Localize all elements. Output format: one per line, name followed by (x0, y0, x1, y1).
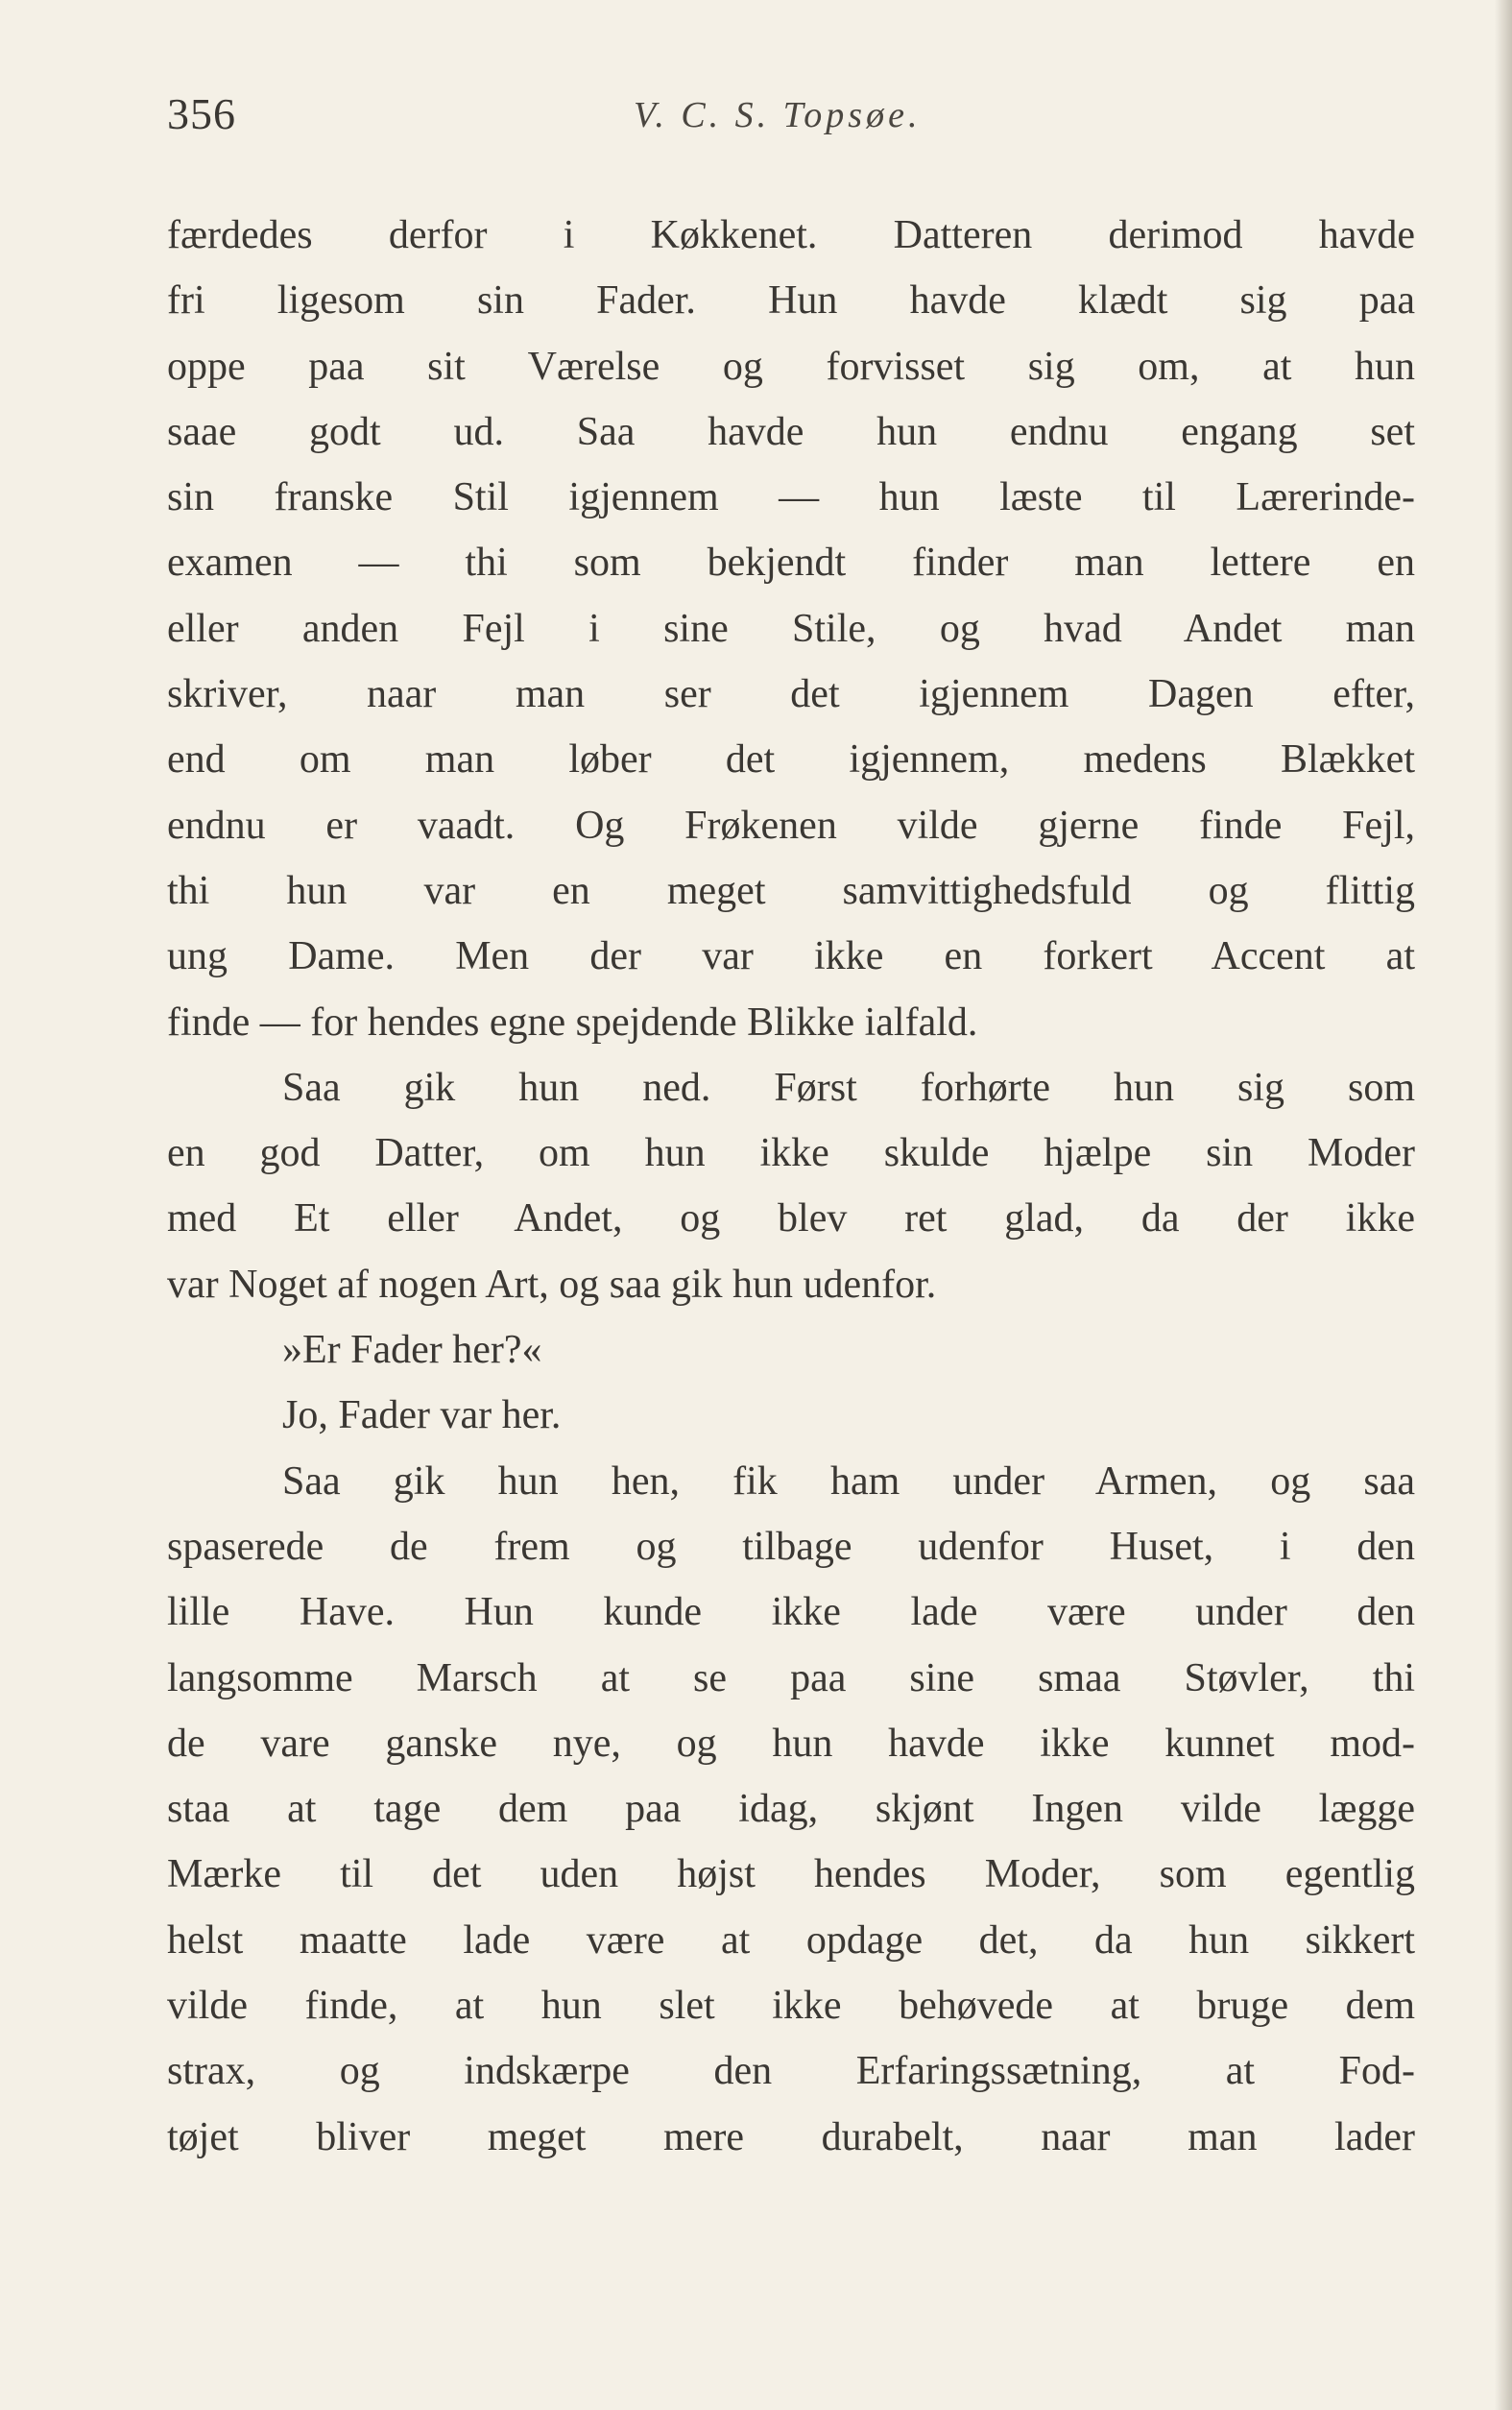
text-line: strax, og indskærpe den Erfaringssætning, at Fod- (167, 2049, 1415, 2094)
text-line: en god Datter, om hun ikke skulde hjælpe sin Moder (167, 1131, 1415, 1176)
text-line: staa at tage dem paa idag, skjønt Ingen vilde lægge (167, 1787, 1415, 1832)
body-text (167, 203, 1415, 2170)
text-line: Saa gik hun ned. Først forhørte hun sig som (282, 1065, 1415, 1110)
running-head-title: V. C. S. Topsøe. (634, 95, 922, 135)
text-line: vilde finde, at hun slet ikke behøvede at bruge dem (167, 1984, 1415, 2029)
text-line: Mærke til det uden højst hendes Moder, som egentlig (167, 1852, 1415, 1897)
text-line: færdedes derfor i Køkkenet. Datteren derimod havde (167, 213, 1415, 257)
text-line: saae godt ud. Saa havde hun endnu engang set (167, 409, 1415, 454)
text-line: spaserede de frem og tilbage udenfor Huset, i den (167, 1524, 1415, 1569)
text-line: examen — thi som bekjendt finder man lettere en (167, 541, 1415, 586)
running-head (167, 88, 1415, 146)
text-line: de vare ganske nye, og hun havde ikke kunnet mod- (167, 1721, 1415, 1766)
text-line: oppe paa sit Værelse og forvisset sig om, at hun (167, 344, 1415, 389)
text-line: »Er Fader her?« (282, 1328, 542, 1373)
text-line: Saa gik hun hen, fik ham under Armen, og saa (282, 1458, 1415, 1504)
text-line: eller anden Fejl i sine Stile, og hvad Andet man (167, 606, 1415, 651)
text-line: ung Dame. Men der var ikke en forkert Accent at (167, 934, 1415, 979)
text-line: var Noget af nogen Art, og saa gik hun udenfor. (167, 1262, 937, 1307)
text-line: helst maatte lade være at opdage det, da hun sikkert (167, 1917, 1415, 1963)
text-line: tøjet bliver meget mere durabelt, naar man lader (167, 2114, 1415, 2159)
text-line: end om man løber det igjennem, medens Blækket (167, 737, 1415, 783)
page-number: 356 (167, 89, 236, 138)
text-line: finde — for hendes egne spejdende Blikke ialfald. (167, 1000, 978, 1045)
text-line: med Et eller Andet, og blev ret glad, da der ikke (167, 1196, 1415, 1241)
text-line: Jo, Fader var her. (282, 1393, 562, 1438)
text-line: lille Have. Hun kunde ikke lade være under den (167, 1590, 1415, 1635)
text-line: sin franske Stil igjennem — hun læste til Lærerinde- (167, 475, 1415, 520)
text-line: langsomme Marsch at se paa sine smaa Støvler, thi (167, 1655, 1415, 1700)
page-edge-shadow (1495, 0, 1512, 2410)
text-line: endnu er vaadt. Og Frøkenen vilde gjerne finde Fejl, (167, 803, 1415, 848)
text-line: skriver, naar man ser det igjennem Dagen efter, (167, 672, 1415, 717)
text-line: fri ligesom sin Fader. Hun havde klædt sig paa (167, 278, 1415, 324)
text-line: thi hun var en meget samvittighedsfuld og flittig (167, 868, 1415, 913)
